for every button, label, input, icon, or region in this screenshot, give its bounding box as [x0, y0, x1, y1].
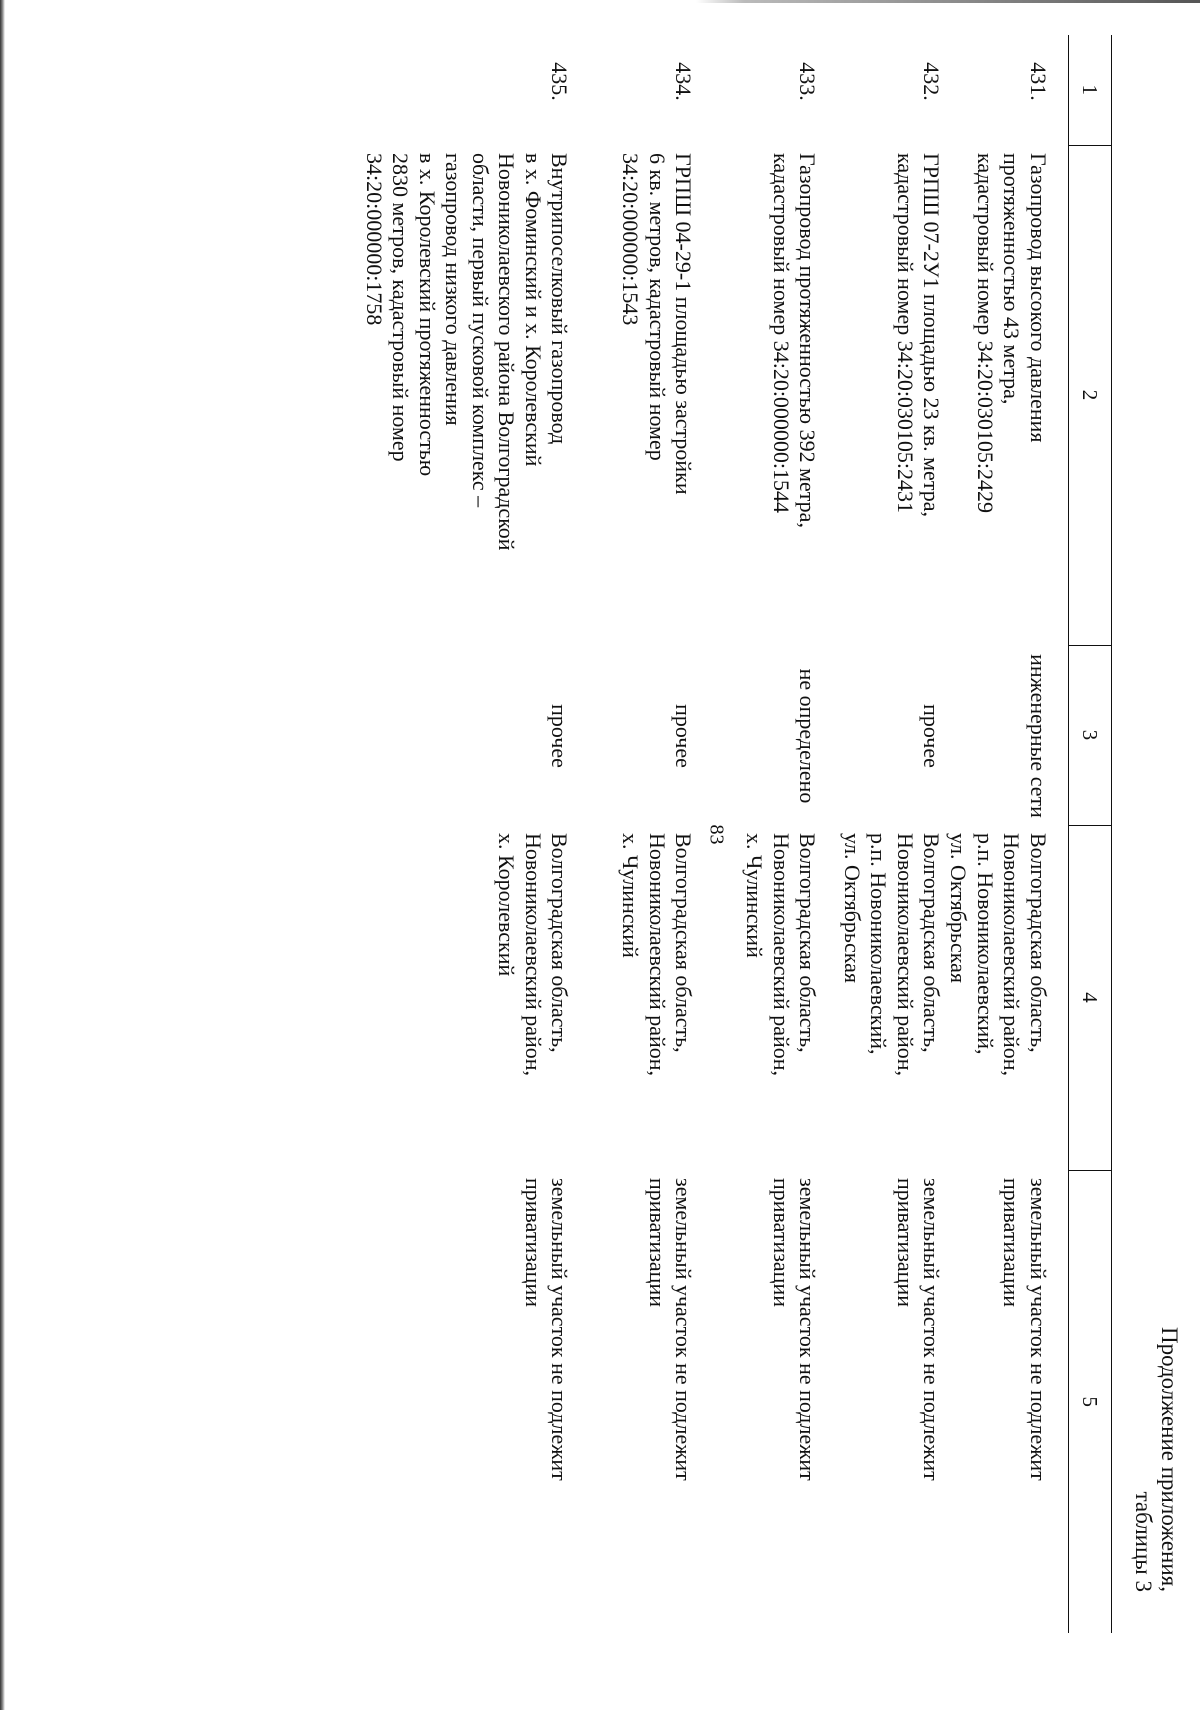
continuation-line-2: таблицы 3 — [1131, 1491, 1156, 1592]
privatization-status: земельный участок не подлежит приватизации — [893, 1178, 945, 1481]
object-name: Газопровод протяженностью 392 метра, кадастровый номер 34:20:000000:1544 — [769, 153, 821, 528]
table-row — [945, 35, 1069, 1633]
privatization-status: земельный участок не подлежит приватизации — [769, 1178, 821, 1481]
object-name: Газопровод высокого давления протяженностью 43 метра, кадастровый номер 34:20:030105:2429 — [973, 153, 1051, 514]
page-number: 83 — [705, 824, 728, 845]
row-number: 433. — [795, 62, 821, 101]
object-purpose: прочее — [919, 704, 945, 768]
row-number: 434. — [671, 62, 697, 101]
object-name: ГРПШ 07-2У1 площадью 23 кв. метра, кадастровый номер 34:20:030105:2431 — [893, 153, 945, 517]
table-row — [821, 35, 945, 1633]
object-address: Волгоградская область, Новониколаевский район, х. Чулинский — [742, 833, 821, 1077]
rotated-page-content — [0, 2, 1200, 1709]
row-number: 431. — [1026, 62, 1051, 101]
table-row — [361, 35, 573, 1633]
column-header-2: 2 — [1069, 145, 1112, 645]
object-address: Волгоградская область, Новониколаевский район, р.п. Новониколаевский, ул. Октябрьская — [840, 833, 945, 1077]
object-name: ГРПШ 04-29-1 площадью застройки 6 кв. метров, кадастровый номер 34:20:000000:1543 — [618, 153, 697, 495]
column-header-1: 1 — [1069, 35, 1112, 145]
object-address: Волгоградская область, Новониколаевский район, х. Чулинский — [618, 833, 697, 1077]
row-number: 432. — [919, 62, 945, 101]
table-row — [697, 35, 821, 1633]
object-address: Волгоградская область, Новониколаевский район, х. Королевский — [494, 833, 573, 1077]
column-header-5: 5 — [1069, 1170, 1112, 1633]
object-purpose: прочее — [671, 704, 697, 768]
row-number: 435. — [547, 62, 573, 101]
table-row — [573, 35, 697, 1633]
column-header-4: 4 — [1069, 825, 1112, 1170]
privatization-status: земельный участок не подлежит приватизации — [645, 1178, 697, 1481]
object-purpose: прочее — [547, 704, 573, 768]
object-address: Волгоградская область, Новониколаевский район, р.п. Новониколаевский, ул. Октябрьская — [946, 833, 1051, 1077]
continuation-line-1: Продолжение приложения, — [1157, 1327, 1182, 1592]
privatization-status: земельный участок не подлежит приватизации — [521, 1178, 573, 1481]
privatization-status: земельный участок не подлежит приватизации — [999, 1178, 1051, 1481]
object-purpose: не определено — [795, 668, 821, 804]
object-purpose: инженерные сети — [1026, 654, 1051, 818]
property-table — [361, 35, 1113, 1633]
column-header-3: 3 — [1069, 645, 1112, 825]
continuation-label — [1130, 1112, 1182, 1592]
header-row — [1069, 35, 1112, 1633]
table-body — [361, 35, 1069, 1633]
object-name: Внутрипоселковый газопровод в х. Фоминский и х. Королевский Новониколаевского района Волгоградской области, первый пусковой комплекс – газопровод низкого давления в х. Королевский протяженностью 2830 метров, кадастровый номер 34:20:000000:1758 — [362, 153, 573, 551]
